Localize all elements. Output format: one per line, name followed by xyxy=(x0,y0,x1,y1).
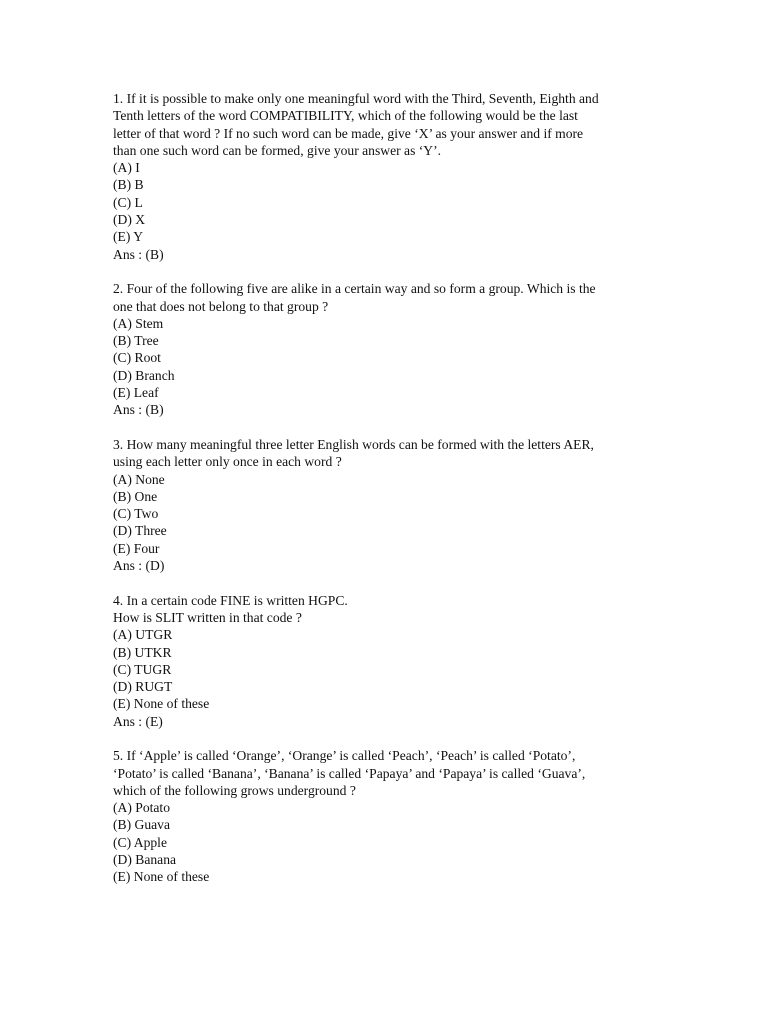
option-b: (B) UTKR xyxy=(113,644,172,660)
option-b: (B) Guava xyxy=(113,817,170,833)
option-c: (C) Apple xyxy=(113,834,167,850)
option-c: (C) L xyxy=(113,194,143,210)
option-a: (A) Potato xyxy=(113,800,171,816)
option-c: (C) Two xyxy=(113,506,159,522)
question-text-line: using each letter only once in each word ? xyxy=(113,454,342,470)
question-2 xyxy=(113,280,658,418)
document-page xyxy=(113,90,658,903)
question-text-line: 1. If it is possible to make only one meaningful word with the Third, Seventh, Eighth and xyxy=(113,91,599,106)
option-d: (D) Branch xyxy=(113,367,175,383)
option-b: (B) One xyxy=(113,488,158,504)
question-text-line: one that does not belong to that group ? xyxy=(113,298,329,314)
option-d: (D) X xyxy=(113,212,146,228)
option-d: (D) Three xyxy=(113,523,167,539)
question-text-line: How is SLIT written in that code ? xyxy=(113,609,302,625)
answer-line: Ans : (D) xyxy=(113,558,165,574)
option-e: (E) None of these xyxy=(113,869,210,885)
option-e: (E) Y xyxy=(113,229,144,245)
option-e: (E) None of these xyxy=(113,696,210,712)
question-text-line: Tenth letters of the word COMPATIBILITY, which of the following would be the last xyxy=(113,108,578,124)
option-e: (E) Leaf xyxy=(113,385,159,401)
answer-line: Ans : (B) xyxy=(113,246,164,262)
option-e: (E) Four xyxy=(113,540,160,556)
answer-line: Ans : (B) xyxy=(113,402,164,418)
question-text-line: ‘Potato’ is called ‘Banana’, ‘Banana’ is called ‘Papaya’ and ‘Papaya’ is called ‘Guava’, xyxy=(113,765,586,781)
option-b: (B) B xyxy=(113,177,144,193)
option-a: (A) UTGR xyxy=(113,627,173,643)
option-b: (B) Tree xyxy=(113,333,159,349)
option-a: (A) Stem xyxy=(113,315,164,331)
option-c: (C) Root xyxy=(113,350,161,366)
question-1 xyxy=(113,90,658,263)
answer-line: Ans : (E) xyxy=(113,713,163,729)
question-5 xyxy=(113,747,658,885)
option-c: (C) TUGR xyxy=(113,661,172,677)
question-text-line: which of the following grows underground ? xyxy=(113,782,356,798)
option-d: (D) Banana xyxy=(113,852,177,868)
question-text-line: 4. In a certain code FINE is written HGPC. xyxy=(113,592,348,608)
option-a: (A) I xyxy=(113,160,140,176)
option-d: (D) RUGT xyxy=(113,679,173,695)
question-text-line: letter of that word ? If no such word can be made, give ‘X’ as your answer and if more xyxy=(113,125,584,141)
question-4 xyxy=(113,592,658,730)
question-text-line: than one such word can be formed, give your answer as ‘Y’. xyxy=(113,142,442,158)
option-a: (A) None xyxy=(113,471,165,487)
question-3 xyxy=(113,436,658,574)
question-text-line: 2. Four of the following five are alike in a certain way and so form a group. Which is the xyxy=(113,281,596,297)
question-text-line: 3. How many meaningful three letter English words can be formed with the letters AER, xyxy=(113,436,594,452)
question-text-line: 5. If ‘Apple’ is called ‘Orange’, ‘Orange’ is called ‘Peach’, ‘Peach’ is called ‘Potato’, xyxy=(113,748,576,764)
